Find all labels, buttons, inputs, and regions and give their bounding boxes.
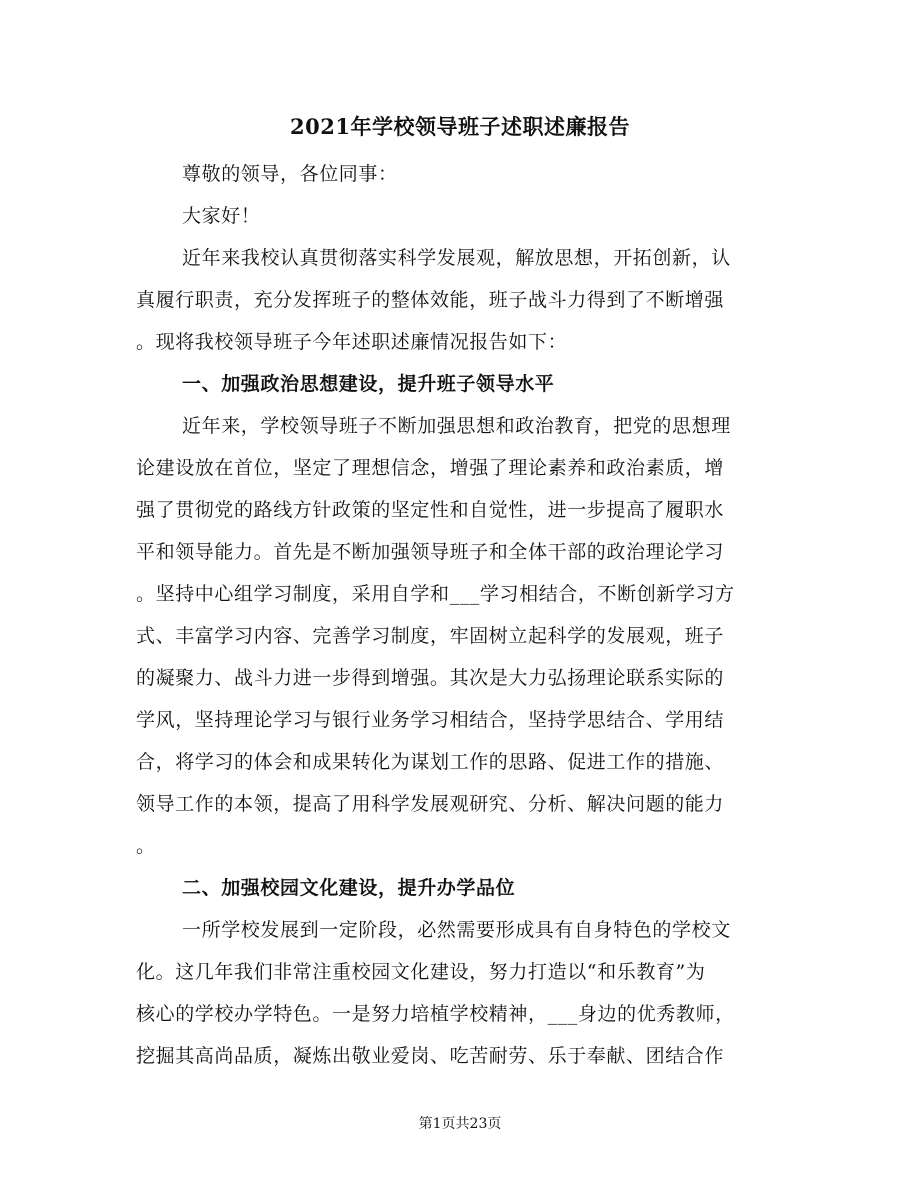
body-line: 强了贯彻党的路线方针政策的坚定性和自觉性，进一步提高了履职水 [136,499,725,521]
body-line: 。坚持中心组学习制度，采用自学和___学习相结合，不断创新学习方 [136,583,735,605]
body-line: 真履行职责，充分发挥班子的整体效能，班子战斗力得到了不断增强 [136,289,725,311]
section-heading-1: 一、加强政治思想建设，提升班子领导水平 [182,373,555,395]
body-line: 论建设放在首位，坚定了理想信念，增强了理论素养和政治素质，增 [136,457,725,479]
salutation-line: 尊敬的领导，各位同事： [182,163,398,185]
document-title: 2021年学校领导班子述职述廉报告 [290,114,630,139]
body-line: 式、丰富学习内容、完善学习制度，牢固树立起科学的发展观，班子 [136,625,725,647]
body-line: 领导工作的本领，提高了用科学发展观研究、分析、解决问题的能力 [136,793,725,815]
body-line: 核心的学校办学特色。一是努力培植学校精神，___身边的优秀教师， [136,1003,735,1025]
body-line: 合，将学习的体会和成果转化为谋划工作的思路、促进工作的措施、 [136,751,725,773]
body-line: 学风，坚持理论学习与银行业务学习相结合，坚持学思结合、学用结 [136,709,725,731]
body-line: 化。这几年我们非常注重校园文化建设，努力打造以“和乐教育”为 [136,961,706,983]
body-line: 一所学校发展到一定阶段，必然需要形成具有自身特色的学校文 [182,919,731,941]
greeting-line: 大家好！ [182,205,261,227]
body-line: 挖掘其高尚品质，凝炼出敬业爱岗、吃苦耐劳、乐于奉献、团结合作 [136,1045,725,1067]
section-heading-2: 二、加强校园文化建设，提升办学品位 [182,877,516,899]
body-line: 的凝聚力、战斗力进一步得到增强。其次是大力弘扬理论联系实际的 [136,667,725,689]
body-line: 平和领导能力。首先是不断加强领导班子和全体干部的政治理论学习 [136,541,725,563]
body-line: 。 [136,835,156,857]
body-line: 近年来，学校领导班子不断加强思想和政治教育，把党的思想理 [182,415,731,437]
page-number: 第1页共23页 [418,1116,502,1132]
body-line: 。现将我校领导班子今年述职述廉情况报告如下： [136,331,568,353]
body-line: 近年来我校认真贯彻落实科学发展观，解放思想，开拓创新，认 [182,247,731,269]
